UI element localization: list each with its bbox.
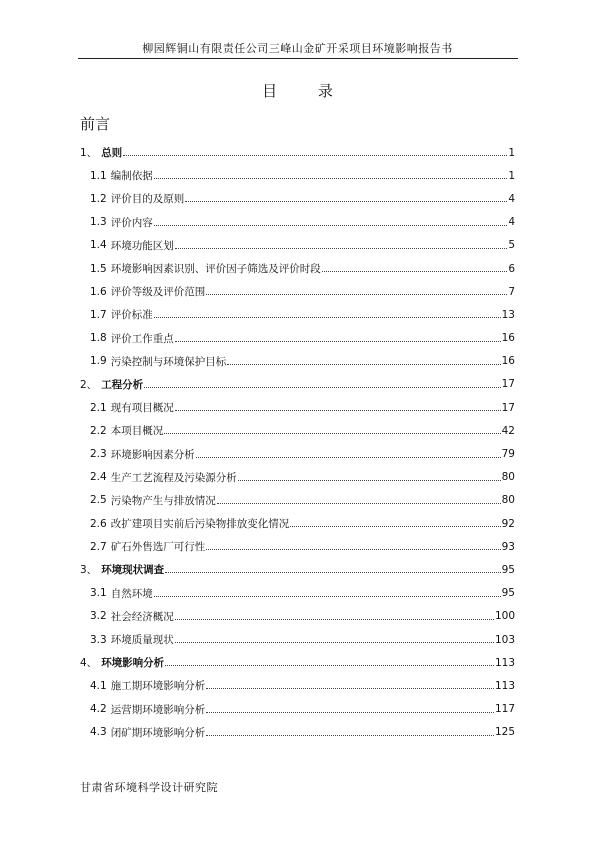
toc-entry-page-number: 16 bbox=[501, 355, 515, 368]
toc-entry-label: 环境现状调查 bbox=[101, 564, 165, 577]
toc-preface-heading[interactable]: 前言 bbox=[80, 115, 111, 133]
toc-entry-number: 2.1 bbox=[90, 401, 107, 414]
toc-section-entry[interactable] bbox=[80, 721, 515, 744]
toc-entry-label: 评价内容 bbox=[110, 216, 153, 229]
toc-entry-label: 污染物产生与排放情况 bbox=[110, 494, 216, 507]
toc-entry-number: 4、 bbox=[80, 657, 98, 670]
toc-chapter-entry[interactable] bbox=[80, 373, 515, 396]
toc-entry-number: 2.4 bbox=[90, 471, 107, 484]
toc-section-entry[interactable] bbox=[80, 164, 515, 187]
toc-entry-page-number: 17 bbox=[501, 401, 515, 414]
toc-entry-label: 评价工作重点 bbox=[110, 332, 174, 345]
toc-entry-page-number: 92 bbox=[501, 517, 515, 530]
page-header: 柳园辉铜山有限责任公司三峰山金矿开采项目环境影响报告书 bbox=[142, 42, 453, 55]
toc-dot-leader bbox=[238, 480, 501, 481]
toc-entry-number: 3.1 bbox=[90, 587, 107, 600]
toc-section-entry[interactable] bbox=[80, 535, 515, 558]
toc-section-entry[interactable] bbox=[80, 211, 515, 234]
table-of-contents bbox=[80, 141, 515, 744]
toc-entry-label: 污染控制与环境保护目标 bbox=[110, 355, 227, 368]
toc-entry-page-number: 79 bbox=[501, 448, 515, 461]
toc-entry-label: 本项目概况 bbox=[110, 425, 164, 438]
toc-dot-leader bbox=[123, 155, 507, 156]
toc-entry-number: 4.1 bbox=[90, 679, 107, 692]
toc-dot-leader bbox=[206, 549, 500, 550]
toc-dot-leader bbox=[154, 317, 501, 318]
toc-entry-label: 施工期环境影响分析 bbox=[110, 680, 206, 693]
toc-section-entry[interactable] bbox=[80, 674, 515, 697]
toc-entry-label: 生产工艺流程及污染源分析 bbox=[110, 471, 237, 484]
toc-entry-page-number: 6 bbox=[508, 262, 515, 275]
toc-entry-label: 评价目的及原则 bbox=[110, 193, 185, 206]
toc-dot-leader bbox=[322, 271, 508, 272]
toc-entry-page-number: 5 bbox=[508, 239, 515, 252]
toc-dot-leader bbox=[164, 433, 500, 434]
toc-dot-leader bbox=[165, 572, 500, 573]
toc-entry-page-number: 80 bbox=[501, 471, 515, 484]
toc-entry-number: 1.8 bbox=[90, 332, 107, 345]
toc-section-entry[interactable] bbox=[80, 303, 515, 326]
toc-entry-label: 环境影响因素识别、评价因子筛选及评价时段 bbox=[110, 263, 321, 276]
toc-section-entry[interactable] bbox=[80, 327, 515, 350]
toc-section-entry[interactable] bbox=[80, 396, 515, 419]
toc-dot-leader bbox=[217, 503, 501, 504]
toc-entry-page-number: 17 bbox=[501, 378, 515, 391]
toc-entry-page-number: 95 bbox=[501, 587, 515, 600]
toc-entry-label: 总则 bbox=[101, 147, 123, 160]
toc-entry-label: 编制依据 bbox=[110, 170, 153, 183]
toc-entry-page-number: 13 bbox=[501, 308, 515, 321]
toc-entry-page-number: 113 bbox=[494, 656, 515, 669]
toc-dot-leader bbox=[154, 178, 508, 179]
toc-section-entry[interactable] bbox=[80, 512, 515, 535]
toc-dot-leader bbox=[175, 341, 501, 342]
toc-entry-page-number: 103 bbox=[494, 633, 515, 646]
toc-entry-number: 1.4 bbox=[90, 239, 107, 252]
toc-dot-leader bbox=[175, 248, 508, 249]
toc-entry-number: 1.1 bbox=[90, 169, 107, 182]
toc-entry-number: 1.6 bbox=[90, 285, 107, 298]
toc-dot-leader bbox=[290, 526, 500, 527]
toc-entry-label: 运营期环境影响分析 bbox=[110, 703, 206, 716]
toc-section-entry[interactable] bbox=[80, 582, 515, 605]
toc-chapter-entry[interactable] bbox=[80, 141, 515, 164]
toc-chapter-entry[interactable] bbox=[80, 558, 515, 581]
toc-entry-label: 评价标准 bbox=[110, 309, 153, 322]
toc-entry-page-number: 100 bbox=[494, 610, 515, 623]
toc-entry-page-number: 16 bbox=[501, 332, 515, 345]
toc-section-entry[interactable] bbox=[80, 280, 515, 303]
toc-section-entry[interactable] bbox=[80, 489, 515, 512]
toc-dot-leader bbox=[206, 688, 494, 689]
toc-dot-leader bbox=[154, 596, 501, 597]
toc-entry-page-number: 4 bbox=[508, 192, 515, 205]
toc-entry-number: 4.2 bbox=[90, 703, 107, 716]
toc-dot-leader bbox=[206, 712, 494, 713]
toc-section-entry[interactable] bbox=[80, 466, 515, 489]
toc-entry-label: 评价等级及评价范围 bbox=[110, 286, 206, 299]
toc-entry-page-number: 7 bbox=[508, 285, 515, 298]
toc-entry-number: 1、 bbox=[80, 147, 98, 160]
toc-entry-number: 2、 bbox=[80, 378, 98, 391]
page-title: 目 录 bbox=[262, 82, 351, 100]
toc-dot-leader bbox=[196, 457, 501, 458]
toc-section-entry[interactable] bbox=[80, 628, 515, 651]
toc-entry-page-number: 93 bbox=[501, 540, 515, 553]
toc-entry-page-number: 1 bbox=[508, 169, 515, 182]
toc-entry-number: 2.6 bbox=[90, 517, 107, 530]
toc-section-entry[interactable] bbox=[80, 187, 515, 210]
toc-entry-label: 社会经济概况 bbox=[110, 610, 174, 623]
toc-section-entry[interactable] bbox=[80, 442, 515, 465]
toc-dot-leader bbox=[144, 387, 500, 388]
toc-entry-label: 改扩建项目实前后污染物排放变化情况 bbox=[110, 518, 290, 531]
toc-entry-number: 3、 bbox=[80, 564, 98, 577]
toc-dot-leader bbox=[175, 619, 494, 620]
toc-entry-number: 1.7 bbox=[90, 308, 107, 321]
toc-section-entry[interactable] bbox=[80, 257, 515, 280]
toc-entry-label: 环境影响分析 bbox=[101, 657, 165, 670]
toc-entry-number: 2.2 bbox=[90, 424, 107, 437]
toc-entry-number: 1.2 bbox=[90, 192, 107, 205]
toc-entry-number: 4.3 bbox=[90, 726, 107, 739]
toc-entry-number: 1.3 bbox=[90, 216, 107, 229]
toc-entry-page-number: 80 bbox=[501, 494, 515, 507]
toc-entry-number: 2.5 bbox=[90, 494, 107, 507]
toc-entry-number: 2.3 bbox=[90, 448, 107, 461]
toc-dot-leader bbox=[206, 294, 507, 295]
toc-section-entry[interactable] bbox=[80, 350, 515, 373]
toc-entry-label: 工程分析 bbox=[101, 378, 144, 391]
header-divider bbox=[78, 58, 518, 59]
toc-entry-label: 自然环境 bbox=[110, 587, 153, 600]
toc-entry-label: 闭矿期环境影响分析 bbox=[110, 726, 206, 739]
toc-section-entry[interactable] bbox=[80, 605, 515, 628]
toc-entry-page-number: 1 bbox=[508, 146, 515, 159]
page-footer: 甘肃省环境科学设计研究院 bbox=[80, 781, 218, 794]
toc-entry-page-number: 95 bbox=[501, 563, 515, 576]
toc-dot-leader bbox=[154, 225, 508, 226]
toc-dot-leader bbox=[175, 642, 494, 643]
toc-section-entry[interactable] bbox=[80, 698, 515, 721]
toc-entry-number: 3.3 bbox=[90, 633, 107, 646]
toc-entry-label: 环境功能区划 bbox=[110, 239, 174, 252]
toc-entry-page-number: 117 bbox=[494, 703, 515, 716]
toc-entry-number: 1.9 bbox=[90, 355, 107, 368]
toc-entry-number: 3.2 bbox=[90, 610, 107, 623]
toc-section-entry[interactable] bbox=[80, 234, 515, 257]
toc-entry-page-number: 42 bbox=[501, 424, 515, 437]
toc-dot-leader bbox=[175, 410, 501, 411]
toc-entry-page-number: 125 bbox=[494, 726, 515, 739]
toc-entry-label: 环境质量现状 bbox=[110, 634, 174, 647]
toc-chapter-entry[interactable] bbox=[80, 651, 515, 674]
toc-dot-leader bbox=[165, 665, 494, 666]
toc-entry-page-number: 113 bbox=[494, 679, 515, 692]
toc-entry-number: 2.7 bbox=[90, 540, 107, 553]
toc-dot-leader bbox=[227, 364, 500, 365]
toc-dot-leader bbox=[185, 201, 507, 202]
toc-entry-label: 矿石外售选厂可行性 bbox=[110, 541, 206, 554]
toc-entry-label: 环境影响因素分析 bbox=[110, 448, 195, 461]
toc-entry-number: 1.5 bbox=[90, 262, 107, 275]
toc-entry-page-number: 4 bbox=[508, 216, 515, 229]
toc-dot-leader bbox=[206, 735, 494, 736]
toc-entry-label: 现有项目概况 bbox=[110, 402, 174, 415]
toc-section-entry[interactable] bbox=[80, 419, 515, 442]
